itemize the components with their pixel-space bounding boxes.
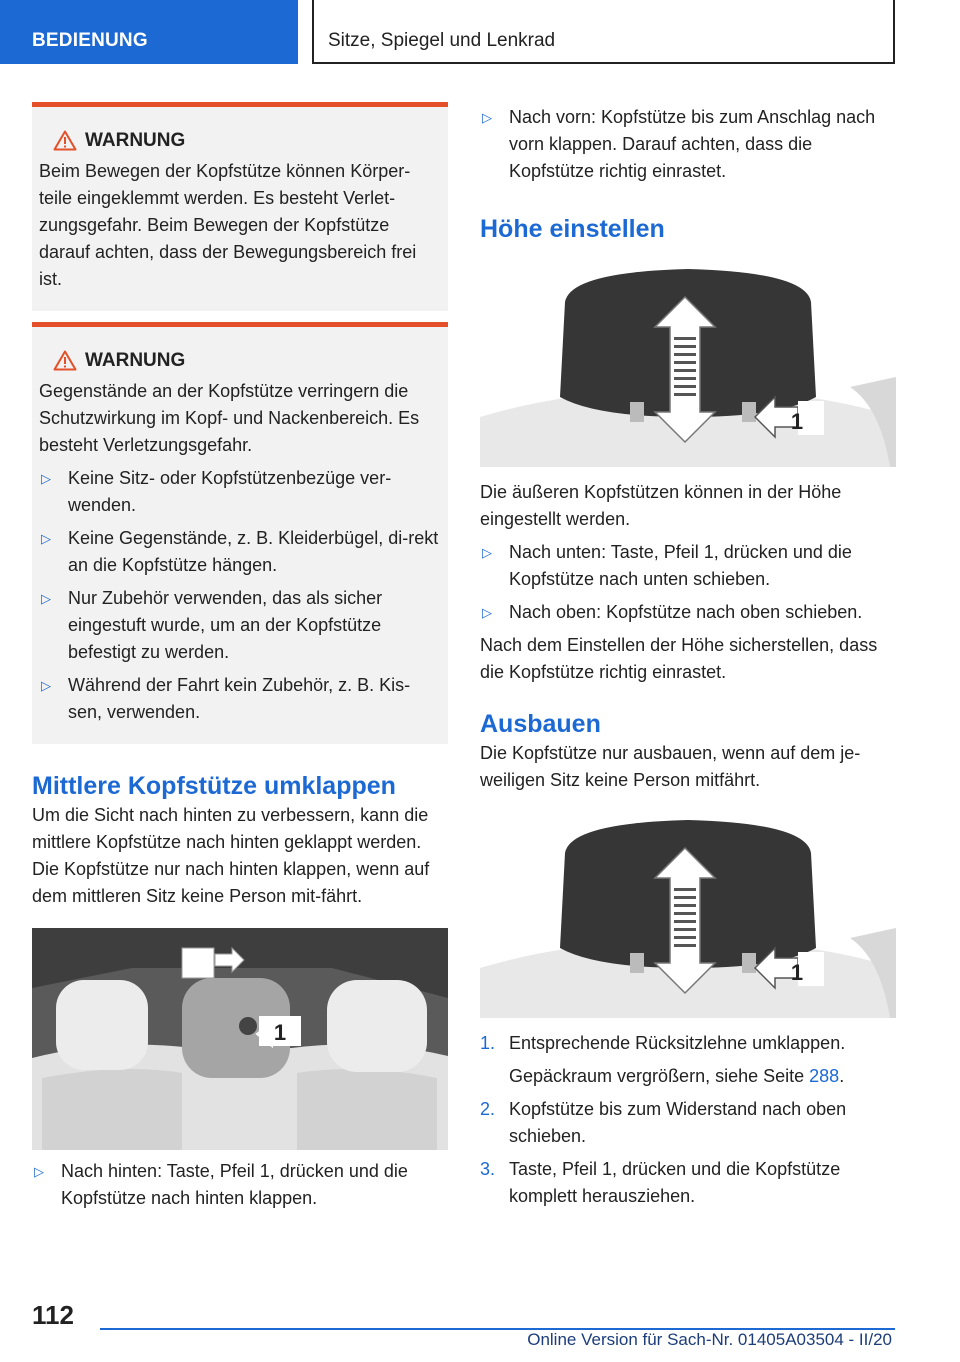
removal-steps	[480, 1030, 896, 1210]
bullet-triangle-icon: ▷	[482, 545, 492, 560]
list-item: 2. Kopfstütze bis zum Widerstand nach oben schieben.	[480, 1099, 847, 1146]
header-section-label: BEDIENUNG	[32, 30, 148, 51]
section-title-remove: Ausbauen	[480, 710, 601, 738]
warning-title-1	[39, 127, 440, 154]
warning-box-1	[32, 102, 448, 311]
height-text: Die äußeren Kopfstützen können in der Höhe eingestellt werden.	[480, 482, 842, 529]
left-column	[32, 102, 448, 1212]
warning-title-2	[39, 347, 440, 374]
warning-text-2: Gegenstände an der Kopfstütze verringern die Schutzwirkung im Kopf- und Nackenbereich. Es besteht Verletzungsgefahr.	[39, 381, 420, 455]
bullet-triangle-icon: ▷	[41, 678, 51, 693]
footer-online-version: Online Version für Sach-Nr. 01405A03504 - II/20	[527, 1330, 892, 1349]
list-item: ▷ Nach hinten: Taste, Pfeil 1, drücken und die Kopfstütze nach hinten klappen.	[32, 1158, 448, 1212]
height-list	[480, 539, 896, 626]
list-item: ▷ Während der Fahrt kein Zubehör, z. B. Kis-sen, verwenden.	[39, 672, 440, 726]
header-chapter-label: Sitze, Spiegel und Lenkrad	[328, 30, 556, 51]
fold-forward-list	[480, 104, 896, 185]
remove-text: Die Kopfstütze nur ausbauen, wenn auf dem je-weiligen Sitz keine Person mitfährt.	[480, 743, 861, 790]
warning-title-text-1: WARNUNG	[85, 130, 186, 151]
bullet-triangle-icon: ▷	[482, 110, 492, 125]
bullet-triangle-icon: ▷	[34, 1164, 44, 1179]
bullet-triangle-icon: ▷	[41, 471, 51, 486]
bullet-triangle-icon: ▷	[41, 531, 51, 546]
step-note: Gepäckraum vergrößern, siehe Seite 288.	[509, 1066, 845, 1086]
figure-callout-3: 1	[790, 960, 804, 985]
right-column	[480, 102, 896, 1210]
header-section-tab	[0, 0, 298, 64]
figure-callout-2: 1	[790, 409, 804, 434]
rear-seat-headrest-figure	[32, 928, 448, 1150]
fold-list	[32, 1158, 448, 1212]
headrest-removal-figure	[480, 818, 896, 1018]
list-item: ▷ Keine Gegenstände, z. B. Kleiderbügel, di-rekt an die Kopfstütze hängen.	[39, 525, 440, 579]
list-item: 1. Entsprechende Rücksitzlehne umklappen. Gepäckraum vergrößern, siehe Seite 288.	[480, 1030, 896, 1090]
page-number: 112	[32, 1300, 74, 1330]
list-item: ▷ Nur Zubehör verwenden, das als sicher eingestuft wurde, um an der Kopfstütze befestigt zu werden.	[39, 585, 440, 666]
warning-text-1: Beim Bewegen der Kopfstütze können Körper-teile eingeklemmt werden. Es besteht Verlet-zungsgefahr. Beim Bewegen der Kopfstütze darauf achten, dass der Bewegungsbereich frei ist.	[39, 161, 417, 289]
list-item: ▷ Nach oben: Kopfstütze nach oben schieben.	[480, 599, 896, 626]
headrest-height-figure-1	[480, 267, 896, 467]
section-text-fold: Um die Sicht nach hinten zu verbessern, kann die mittlere Kopfstütze nach hinten geklappt werden. Die Kopfstütze nur nach hinten klappen, wenn auf dem mittleren Sitz keine Person mit-fährt.	[32, 805, 430, 906]
warning-title-text-2: WARNUNG	[85, 350, 186, 371]
section-title-fold: Mittlere Kopfstütze umklappen	[32, 772, 396, 800]
height-note: Nach dem Einstellen der Höhe sicherstellen, dass die Kopfstütze richtig einrastet.	[480, 635, 878, 682]
list-item: 3. Taste, Pfeil 1, drücken und die Kopfstütze komplett herausziehen.	[480, 1159, 841, 1206]
section-title-height: Höhe einstellen	[480, 215, 665, 243]
list-item: ▷ Nach unten: Taste, Pfeil 1, drücken und die Kopfstütze nach unten schieben.	[480, 539, 896, 593]
warning-box-2	[32, 322, 448, 744]
bullet-triangle-icon: ▷	[482, 605, 492, 620]
bullet-triangle-icon: ▷	[41, 591, 51, 606]
list-item: ▷ Nach vorn: Kopfstütze bis zum Anschlag nach vorn klappen. Darauf achten, dass die Kopfstütze richtig einrastet.	[480, 104, 896, 185]
header-chapter-box	[312, 0, 895, 64]
warning-list-2	[39, 465, 440, 726]
figure-callout-1: 1	[273, 1020, 287, 1045]
warning-triangle-icon	[53, 130, 77, 151]
page-link[interactable]: 288	[809, 1066, 840, 1086]
list-item: ▷ Keine Sitz- oder Kopfstützenbezüge ver-wenden.	[39, 465, 440, 519]
warning-triangle-icon	[53, 350, 77, 371]
